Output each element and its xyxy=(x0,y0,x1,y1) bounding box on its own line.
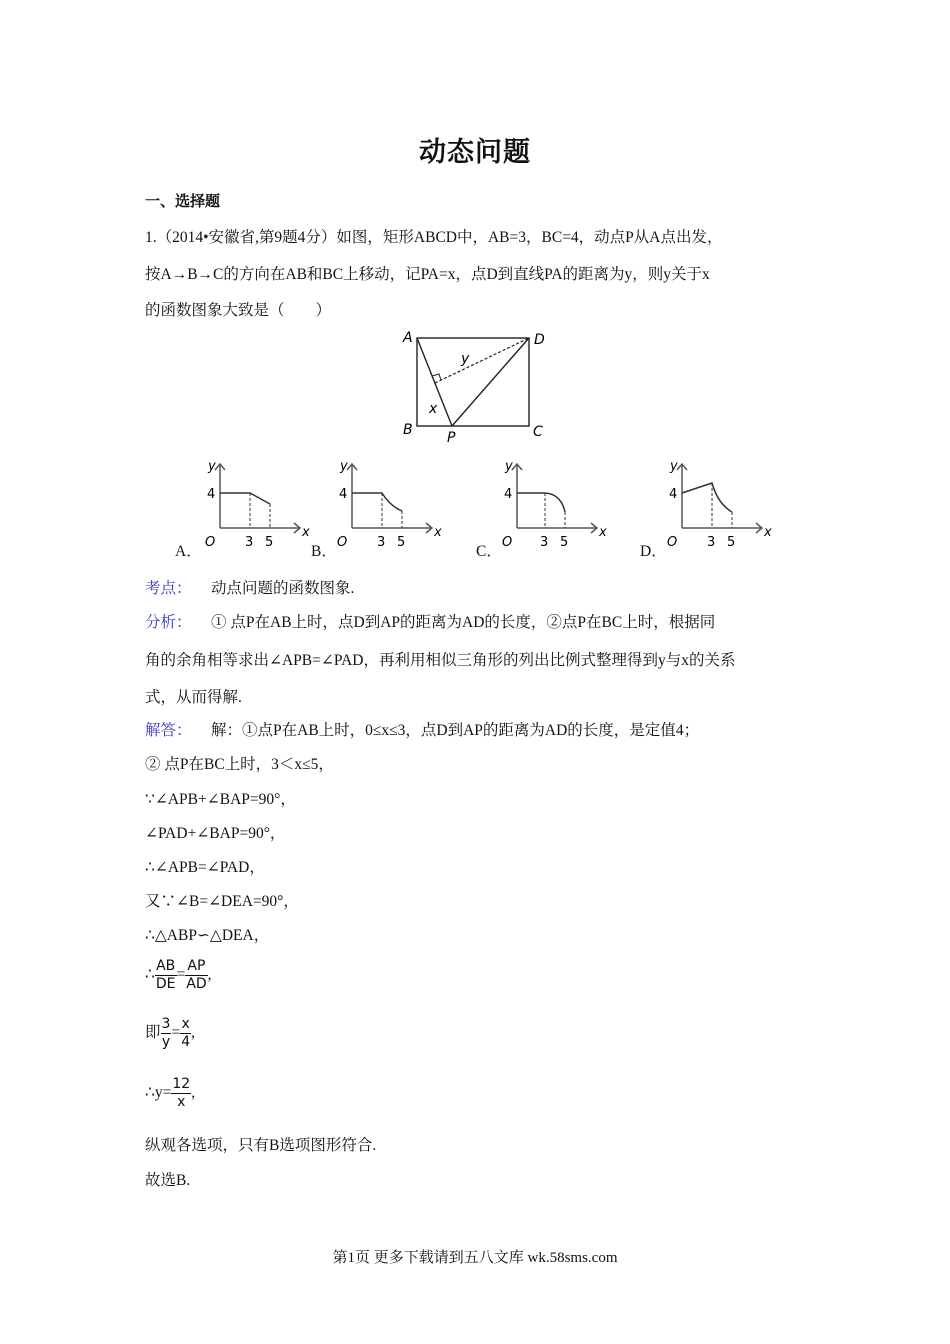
svg-text:y: y xyxy=(208,459,216,474)
svg-text:y: y xyxy=(340,459,348,474)
question-line-1: 1.（2014•安徽省,第9题4分）如图，矩形ABCD中，AB=3，BC=4，动点P从A点出发， xyxy=(145,229,723,246)
svg-text:4: 4 xyxy=(504,487,513,502)
svg-text:y: y xyxy=(670,459,678,474)
step-3: ∠PAD+∠BAP=90°， xyxy=(145,825,286,842)
option-d-graph xyxy=(660,456,775,552)
step-6: ∴△ABP∽△DEA， xyxy=(145,927,270,944)
equation-3: ∴y= $\frac{12}{x}$ , xyxy=(145,1076,196,1110)
label-b: B xyxy=(403,422,413,438)
kaodian-label: 考点： xyxy=(145,580,192,597)
svg-text:3: 3 xyxy=(377,535,386,550)
equation-1: ∴ $\frac{AB}{DE}$ = $\frac{AP}{AD}$ , xyxy=(145,958,212,992)
svg-text:5: 5 xyxy=(560,535,569,550)
fenxi-row xyxy=(145,610,715,632)
svg-text:O: O xyxy=(667,535,678,550)
option-a-label[interactable]: A． xyxy=(175,543,202,560)
label-d: D xyxy=(534,332,545,348)
label-x: x xyxy=(429,401,438,417)
kaodian-text: 动点问题的函数图象. xyxy=(211,580,355,597)
section-heading: 一、选择题 xyxy=(145,192,221,210)
svg-text:x: x xyxy=(302,525,310,540)
svg-text:3: 3 xyxy=(540,535,549,550)
page-title: 动态问题 xyxy=(419,137,531,168)
svg-text:x: x xyxy=(599,525,607,540)
option-c-graph xyxy=(495,456,610,552)
label-p: P xyxy=(447,430,456,446)
kaodian-row xyxy=(145,576,354,598)
fenxi-label: 分析： xyxy=(145,614,192,631)
page-footer: 第1页 更多下载请到五八文库 wk.58sms.com xyxy=(332,1250,618,1266)
jieda-line-1: 解：①点P在AB上时，0≤x≤3，点D到AP的距离为AD的长度，是定值4； xyxy=(211,722,700,739)
equation-2: 即 $\frac{3}{y}$ = $\frac{x}{4}$ , xyxy=(145,1016,195,1050)
question-line-2: 按A→B→C的方向在AB和BC上移动，记PA=x，点D到直线PA的距离为y，则y关于x xyxy=(145,266,710,283)
svg-text:3: 3 xyxy=(707,535,716,550)
svg-text:5: 5 xyxy=(727,535,736,550)
svg-text:O: O xyxy=(502,535,513,550)
svg-text:4: 4 xyxy=(669,487,678,502)
rectangle-figure xyxy=(395,326,555,450)
svg-text:5: 5 xyxy=(397,535,406,550)
step-2: ∵∠APB+∠BAP=90°， xyxy=(145,791,296,808)
option-b-label[interactable]: B． xyxy=(311,543,337,560)
svg-text:4: 4 xyxy=(207,487,216,502)
step-4: ∴∠APB=∠PAD， xyxy=(145,859,265,876)
svg-text:x: x xyxy=(764,525,772,540)
step-5: 又∵∠B=∠DEA=90°， xyxy=(145,893,299,910)
label-a: A xyxy=(403,330,413,346)
jieda-label: 解答： xyxy=(145,722,192,739)
svg-text:O: O xyxy=(205,535,216,550)
option-c-label[interactable]: C． xyxy=(476,543,502,560)
conclusion-1: 纵观各选项，只有B选项图形符合. xyxy=(145,1137,377,1154)
label-y: y xyxy=(461,351,470,367)
svg-text:O: O xyxy=(337,535,348,550)
jieda-row xyxy=(145,718,699,740)
svg-text:3: 3 xyxy=(245,535,254,550)
perpendicular-de xyxy=(435,338,529,383)
option-a-graph xyxy=(198,456,313,552)
step-1: ② 点P在BC上时，3＜x≤5， xyxy=(145,756,334,773)
question-line-3: 的函数图象大致是（ ） xyxy=(145,302,332,319)
svg-text:x: x xyxy=(434,525,442,540)
svg-text:y: y xyxy=(505,459,513,474)
fenxi-line-1: ① 点P在AB上时，点D到AP的距离为AD的长度，②点P在BC上时，根据同 xyxy=(211,614,716,631)
svg-text:4: 4 xyxy=(339,487,348,502)
label-c: C xyxy=(533,424,543,440)
svg-text:5: 5 xyxy=(265,535,274,550)
option-d-label[interactable]: D． xyxy=(640,543,667,560)
fenxi-line-2: 角的余角相等求出∠APB=∠PAD，再利用相似三角形的列出比例式整理得到y与x的关系 xyxy=(145,652,736,669)
conclusion-2: 故选B. xyxy=(145,1172,191,1189)
fenxi-line-3: 式，从而得解. xyxy=(145,689,242,706)
option-b-graph xyxy=(330,456,445,552)
